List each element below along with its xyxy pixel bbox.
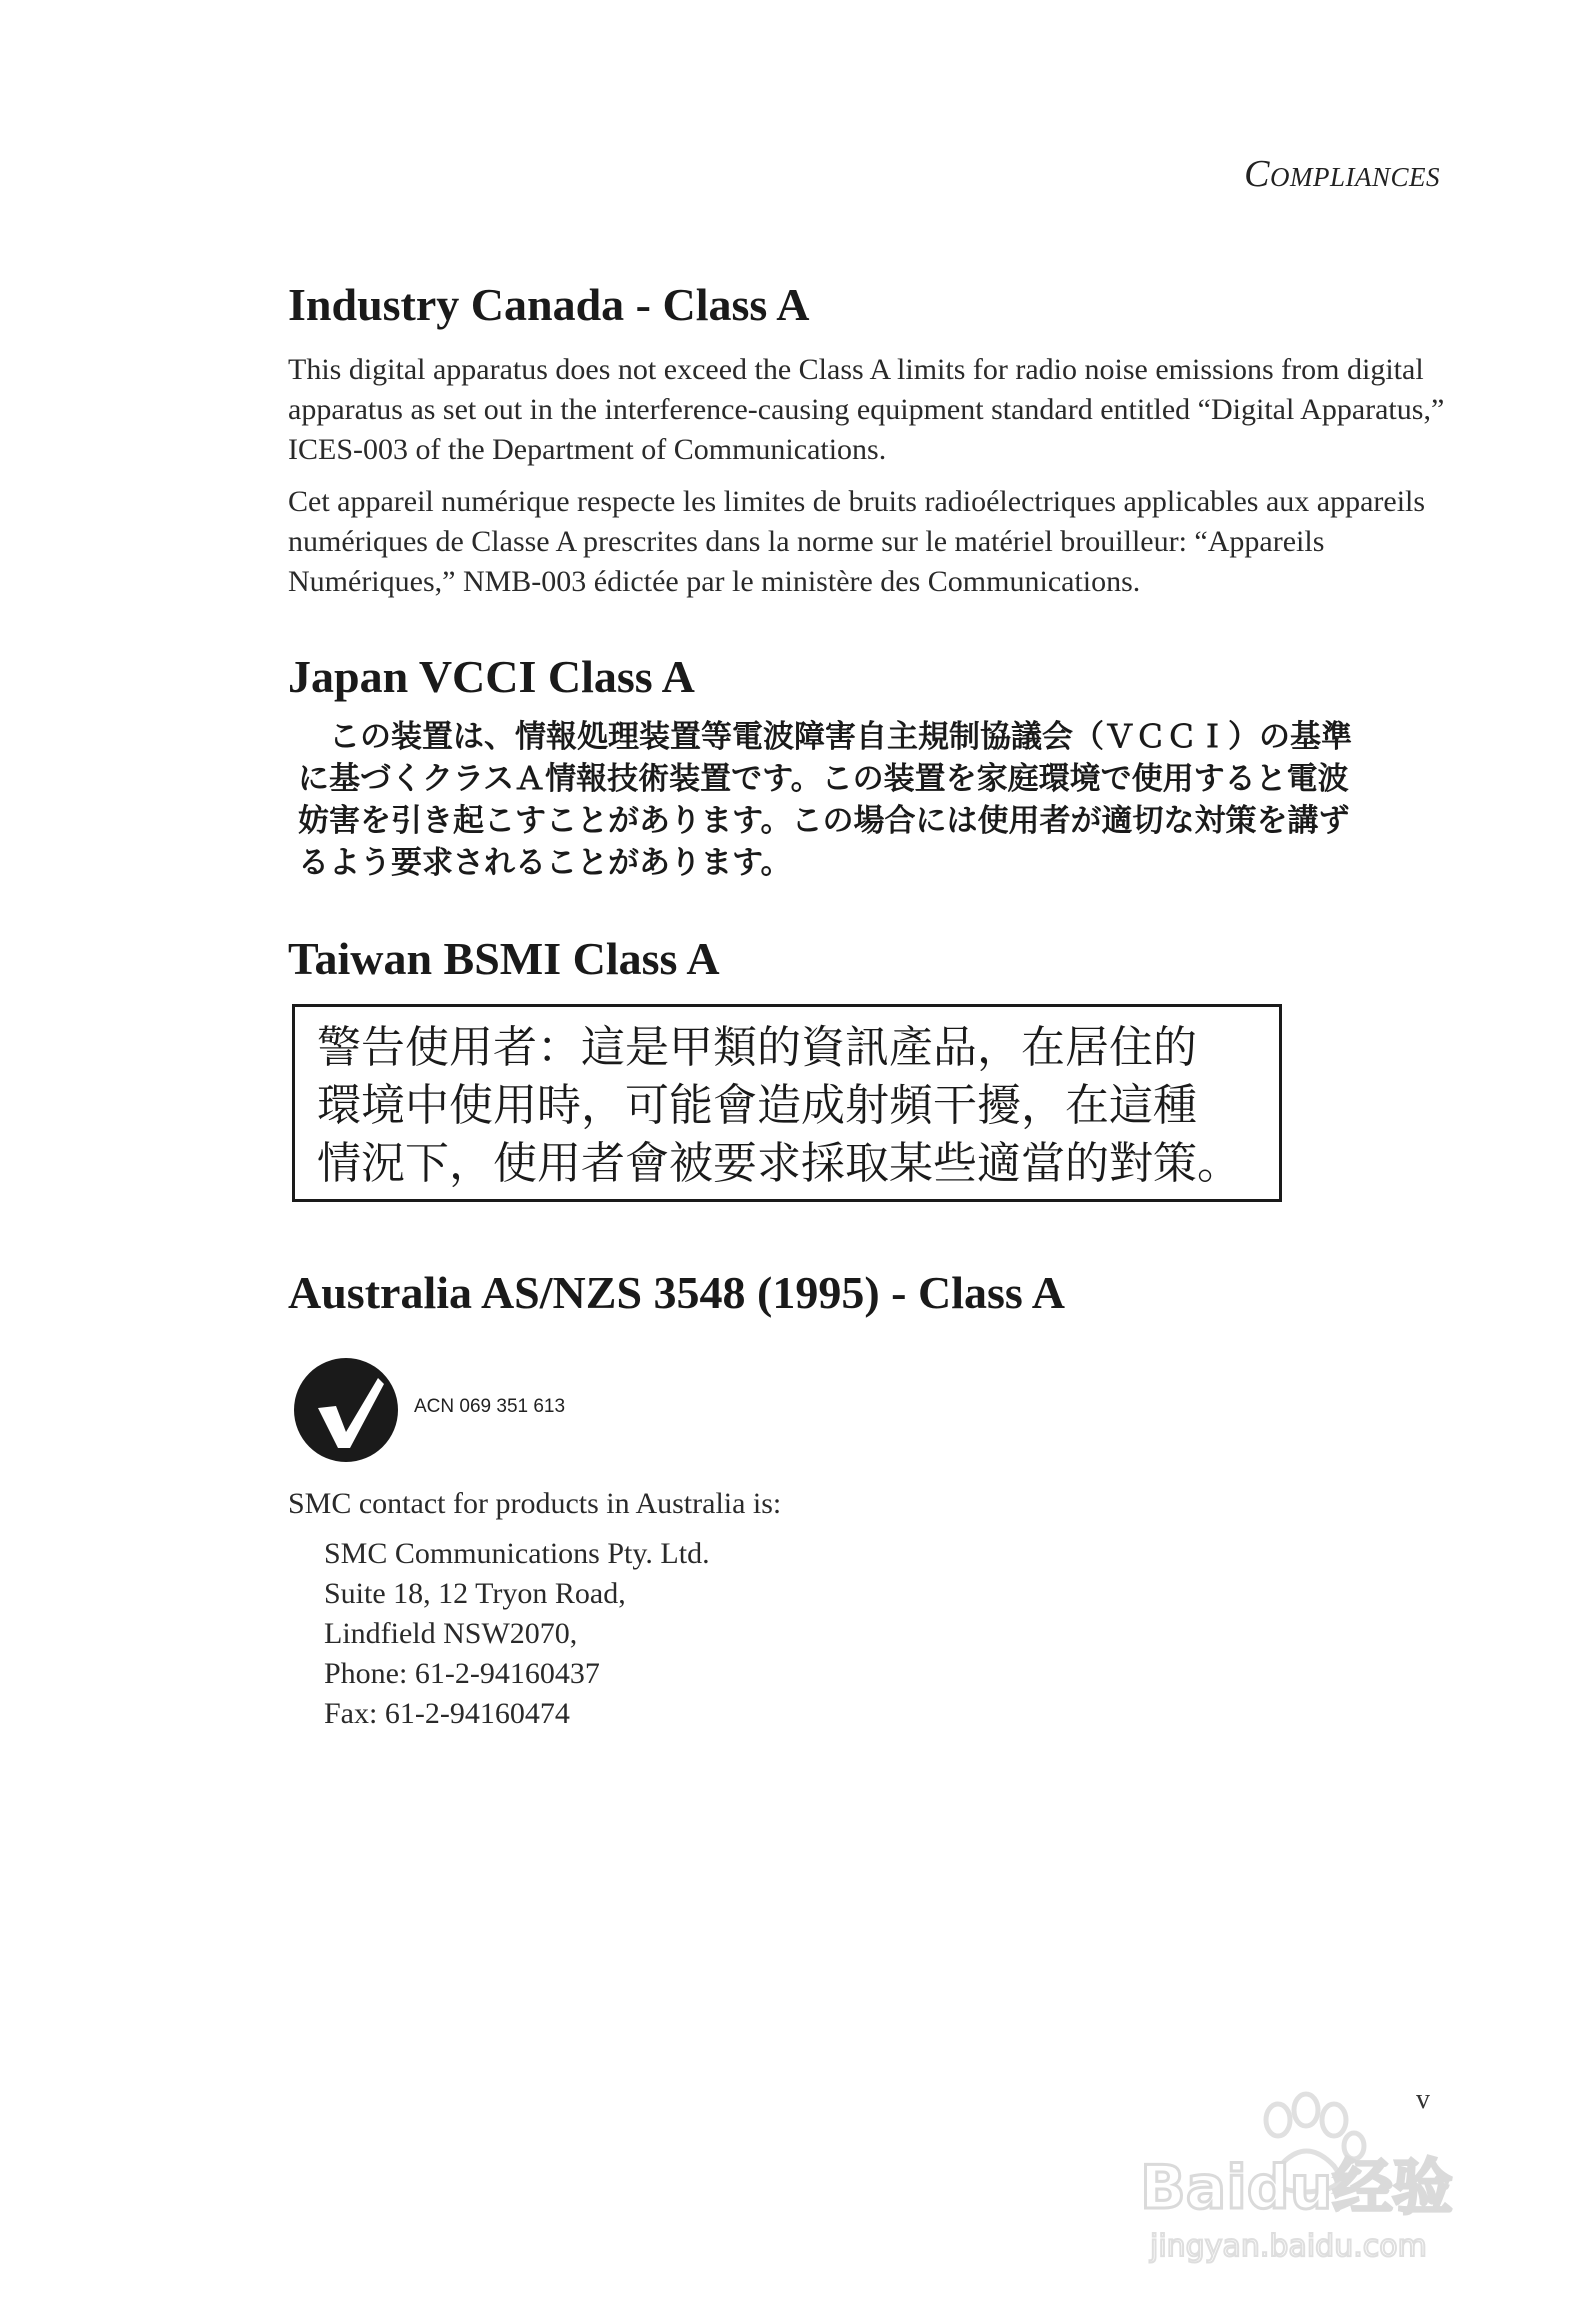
baidu-jingyan-watermark: [1120, 2080, 1480, 2280]
c-tick-icon: [292, 1356, 400, 1464]
australia-contact-intro: SMC contact for products in Australia is:: [288, 1487, 782, 1520]
canada-paragraph-french: Cet appareil numérique respecte les limites de bruits radioélectriques applicables aux appareils numériques de Classe A prescrites dans la norme sur le matériel brouilleur: “Appareils Numériques,” NMB-003 édictée par le ministère des Communications.: [288, 485, 1426, 598]
acn-number: ACN 069 351 613: [414, 1396, 566, 1417]
japan-vcci-statement: この装置は、情報処理装置等電波障害自主規制協議会（ＶＣＣＩ）の基準 に基づくクラスＡ情報技術装置です。この装置を家庭環境で使用すると電波 妨害を引き起こすことがあります。この場合には使用者が適切な対策を講ず るよう要求されることがあります。: [298, 719, 1352, 881]
watermark-url: jingyan.baidu.com: [1150, 2229, 1427, 2264]
taiwan-bsmi-statement: 警告使用者：這是甲類的資訊產品，在居住的 環境中使用時，可能會造成射頻干擾，在這種 情況下，使用者會被要求採取某些適當的對策。: [317, 1022, 1241, 1189]
page-number: v: [1416, 2084, 1430, 2115]
section-heading-japan: Japan VCCI Class A: [288, 651, 695, 702]
running-header: Compliances: [1244, 153, 1440, 195]
address-line: Suite 18, 12 Tryon Road,: [324, 1577, 626, 1610]
phone-line: Phone: 61-2-94160437: [324, 1657, 600, 1690]
canada-paragraph-english: This digital apparatus does not exceed the Class A limits for radio noise emissions from digital apparatus as set out in the interference-causing equipment standard entitled “Digital Apparatus,” ICES-003 of the Department of Communications.: [288, 353, 1445, 466]
section-heading-canada: Industry Canada - Class A: [288, 279, 810, 330]
address-line: Lindfield NSW2070,: [324, 1617, 578, 1650]
address-line: SMC Communications Pty. Ltd.: [324, 1537, 710, 1570]
fax-line: Fax: 61-2-94160474: [324, 1697, 570, 1730]
address-block: [324, 1534, 710, 1734]
watermark-brand: Baidu经验: [1140, 2153, 1453, 2223]
taiwan-warning-box: [292, 1004, 1282, 1202]
section-heading-australia: Australia AS/NZS 3548 (1995) - Class A: [288, 1267, 1065, 1318]
section-heading-taiwan: Taiwan BSMI Class A: [288, 933, 720, 984]
